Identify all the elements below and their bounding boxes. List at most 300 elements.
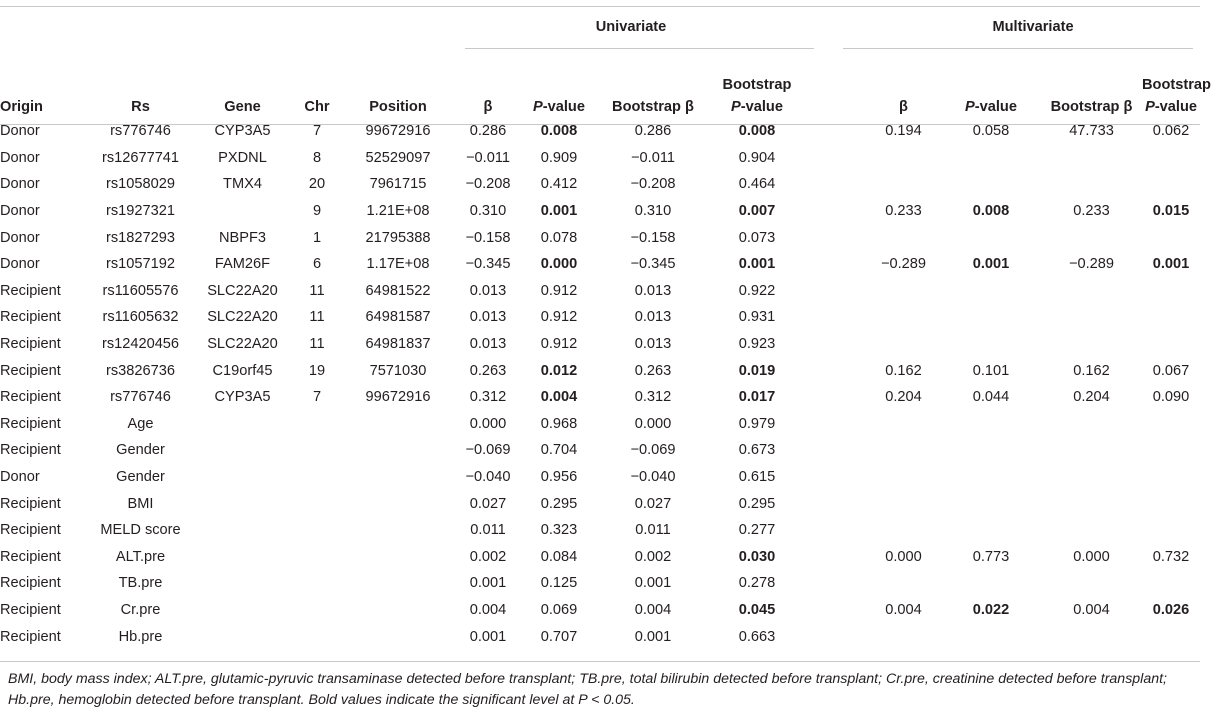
table-row [0, 331, 1200, 358]
cell-multivariate-beta: −0.289 [880, 256, 927, 273]
cell-position [340, 623, 456, 650]
cell-univariate-beta: 0.263 [469, 362, 507, 379]
spacer-cell [806, 304, 866, 331]
table-row [0, 384, 1200, 411]
cell-univariate-p: 0.323 [540, 522, 578, 539]
cell-multivariate-beta [866, 623, 941, 650]
cell-position: 1.21E+08 [366, 203, 430, 220]
cell-univariate-beta: −0.040 [465, 469, 511, 486]
cell-univariate-p: 0.004 [540, 389, 578, 406]
cell-rs: Age [127, 415, 154, 432]
col-rs: Rs [131, 99, 150, 115]
cell-univariate-beta: 0.013 [469, 309, 507, 326]
table-footnote: BMI, body mass index; ALT.pre, glutamic-pyruvic transaminase detected before transplant; TB.pre, total bilirubin detected before transplant; Cr.pre, creatinine detected before transplant; Hb.pre, hemoglobin detected before transplant. Bold values indicate the significant level at P < 0.05. [8, 671, 1167, 708]
cell-chr: 8 [312, 149, 322, 166]
cell-univariate-beta: −0.069 [465, 442, 511, 459]
table-row [0, 198, 1200, 225]
column-header-row [0, 48, 1200, 118]
cell-gene [191, 464, 294, 491]
cell-rs: TB.pre [118, 575, 163, 592]
cell-multivariate-bootstrap-beta [1041, 490, 1142, 517]
table-row [0, 544, 1200, 571]
p-suffix: -value [542, 99, 585, 115]
cell-multivariate-p: 0.044 [972, 389, 1010, 406]
results-table [0, 6, 1211, 650]
cell-univariate-bootstrap-beta: −0.208 [630, 176, 676, 193]
cell-position: 7961715 [369, 176, 427, 193]
cell-univariate-p: 0.084 [540, 548, 578, 565]
spacer-cell [806, 118, 866, 145]
cell-position [340, 464, 456, 491]
table-row [0, 251, 1200, 278]
cell-multivariate-bootstrap-p: 0.062 [1152, 123, 1190, 140]
cell-position: 99672916 [365, 389, 431, 406]
cell-multivariate-bootstrap-p [1142, 171, 1200, 198]
cell-multivariate-beta: 0.194 [885, 123, 922, 140]
p-italic: P [533, 99, 543, 115]
cell-gene [191, 570, 294, 597]
cell-position: 52529097 [365, 149, 431, 166]
cell-gene [191, 437, 294, 464]
cell-rs: rs1827293 [106, 229, 175, 246]
cell-univariate-p: 0.000 [540, 256, 578, 273]
cell-rs: rs3826736 [106, 362, 175, 379]
spacer-cell [806, 145, 866, 172]
cell-chr [294, 597, 340, 624]
cell-multivariate-p [941, 145, 1041, 172]
cell-origin: Donor [0, 123, 40, 140]
cell-univariate-p: 0.078 [540, 229, 578, 246]
cell-multivariate-bootstrap-beta [1041, 145, 1142, 172]
cell-univariate-beta: 0.011 [470, 522, 506, 539]
cell-multivariate-bootstrap-beta [1041, 278, 1142, 305]
cell-univariate-beta: 0.013 [469, 336, 507, 353]
cell-origin: Recipient [0, 522, 61, 539]
cell-rs: rs1057192 [106, 256, 175, 273]
cell-multivariate-bootstrap-p: 0.067 [1152, 362, 1190, 379]
cell-multivariate-p [941, 570, 1041, 597]
cell-univariate-bootstrap-beta: 0.001 [634, 575, 672, 592]
cell-multivariate-bootstrap-beta [1041, 517, 1142, 544]
cell-chr: 11 [309, 282, 325, 299]
cell-multivariate-p: 0.058 [972, 123, 1010, 140]
table-row [0, 517, 1200, 544]
table-row [0, 623, 1200, 650]
cell-univariate-p: 0.704 [540, 442, 578, 459]
cell-chr [294, 490, 340, 517]
spacer-cell [806, 517, 866, 544]
cell-univariate-bootstrap-beta: 0.286 [634, 123, 672, 140]
col-position: Position [369, 99, 427, 115]
cell-gene: CYP3A5 [214, 389, 271, 406]
cell-univariate-bootstrap-p: 0.464 [738, 176, 776, 193]
cell-univariate-bootstrap-p: 0.007 [738, 203, 776, 220]
cell-rs: rs11605576 [102, 282, 179, 299]
spacer-cell [806, 570, 866, 597]
cell-univariate-bootstrap-p: 0.663 [738, 628, 776, 645]
cell-multivariate-beta: 0.233 [885, 203, 922, 220]
spacer-cell [806, 357, 866, 384]
cell-multivariate-bootstrap-p [1142, 437, 1200, 464]
cell-multivariate-beta [866, 437, 941, 464]
p-italic: P [1145, 99, 1155, 115]
cell-multivariate-bootstrap-beta [1041, 570, 1142, 597]
cell-rs: Gender [116, 442, 165, 459]
cell-origin: Donor [0, 229, 40, 246]
cell-multivariate-bootstrap-beta: 0.204 [1073, 389, 1110, 406]
cell-rs: ALT.pre [115, 548, 166, 565]
cell-chr [294, 544, 340, 571]
cell-multivariate-beta [866, 570, 941, 597]
cell-chr [294, 437, 340, 464]
cell-multivariate-bootstrap-p [1142, 623, 1200, 650]
cell-univariate-beta: −0.011 [466, 149, 510, 166]
cell-multivariate-p: 0.101 [972, 362, 1010, 379]
p-italic: P [965, 99, 975, 115]
cell-univariate-beta: 0.310 [469, 203, 507, 220]
cell-origin: Recipient [0, 601, 61, 618]
table-row [0, 171, 1200, 198]
cell-multivariate-bootstrap-beta: 0.004 [1073, 601, 1110, 618]
cell-origin: Recipient [0, 442, 61, 459]
cell-rs: rs776746 [110, 123, 171, 140]
table-row [0, 437, 1200, 464]
cell-position [340, 544, 456, 571]
spacer-cell [806, 198, 866, 225]
cell-position: 64981837 [365, 336, 431, 353]
cell-chr: 11 [309, 336, 325, 353]
cell-multivariate-p [941, 517, 1041, 544]
cell-multivariate-beta [866, 331, 941, 358]
spacer-cell [806, 171, 866, 198]
cell-univariate-bootstrap-beta: 0.013 [634, 336, 672, 353]
cell-gene: NBPF3 [218, 229, 267, 246]
cell-univariate-p: 0.125 [540, 575, 578, 592]
cell-univariate-beta: −0.345 [465, 256, 511, 273]
p-italic: P [731, 99, 741, 115]
cell-chr: 1 [312, 229, 322, 246]
bootstrap-word: Bootstrap [722, 77, 792, 93]
cell-rs: Hb.pre [118, 628, 163, 645]
cell-gene [191, 544, 294, 571]
cell-univariate-bootstrap-p: 0.019 [738, 362, 776, 379]
cell-univariate-p: 0.069 [540, 601, 578, 618]
cell-univariate-bootstrap-beta: 0.013 [634, 309, 672, 326]
table-row [0, 570, 1200, 597]
cell-univariate-beta: 0.013 [469, 282, 507, 299]
cell-multivariate-p: 0.022 [972, 601, 1010, 618]
cell-origin: Recipient [0, 575, 61, 592]
cell-multivariate-beta [866, 278, 941, 305]
cell-univariate-p: 0.008 [540, 123, 578, 140]
bottom-rule [0, 661, 1200, 662]
univariate-group-label: Univariate [595, 19, 667, 35]
cell-multivariate-bootstrap-beta [1041, 171, 1142, 198]
spacer-cell [806, 490, 866, 517]
cell-univariate-bootstrap-beta: 0.002 [634, 548, 672, 565]
cell-univariate-p: 0.968 [540, 415, 578, 432]
cell-position: 21795388 [365, 229, 431, 246]
cell-multivariate-beta [866, 145, 941, 172]
cell-multivariate-bootstrap-p: 0.090 [1152, 389, 1190, 406]
cell-gene: CYP3A5 [214, 123, 271, 140]
cell-univariate-bootstrap-p: 0.278 [738, 575, 776, 592]
cell-univariate-bootstrap-beta: 0.263 [634, 362, 672, 379]
cell-multivariate-bootstrap-p: 0.015 [1152, 203, 1190, 220]
cell-gene: SLC22A20 [207, 336, 278, 353]
cell-origin: Recipient [0, 628, 61, 645]
cell-gene: TMX4 [223, 176, 262, 193]
cell-multivariate-bootstrap-beta [1041, 331, 1142, 358]
table-row [0, 145, 1200, 172]
cell-origin: Recipient [0, 495, 61, 512]
spacer-cell [806, 331, 866, 358]
cell-multivariate-bootstrap-p [1142, 490, 1200, 517]
cell-multivariate-bootstrap-p [1142, 331, 1200, 358]
cell-chr: 20 [308, 176, 326, 193]
cell-multivariate-beta: 0.204 [885, 389, 922, 406]
cell-multivariate-p [941, 331, 1041, 358]
cell-univariate-bootstrap-beta: 0.310 [634, 203, 672, 220]
col-chr: Chr [304, 99, 330, 115]
cell-multivariate-beta: 0.004 [885, 601, 922, 618]
cell-univariate-beta: 0.027 [469, 495, 507, 512]
cell-position [340, 597, 456, 624]
cell-position [340, 570, 456, 597]
group-header-row [0, 6, 1200, 48]
cell-rs: rs12677741 [101, 149, 180, 166]
cell-univariate-bootstrap-p: 0.030 [738, 548, 776, 565]
cell-position: 64981522 [365, 282, 431, 299]
col-univariate-bootstrap-p [708, 48, 806, 118]
cell-multivariate-p [941, 278, 1041, 305]
spacer-cell [806, 597, 866, 624]
cell-univariate-beta: −0.158 [465, 229, 511, 246]
cell-multivariate-p [941, 304, 1041, 331]
bootstrap-word: Bootstrap [1142, 77, 1211, 93]
cell-univariate-p: 0.912 [540, 282, 578, 299]
cell-gene: C19orf45 [212, 362, 273, 379]
cell-multivariate-p [941, 623, 1041, 650]
cell-multivariate-beta: 0.000 [885, 548, 922, 565]
cell-univariate-beta: 0.286 [469, 123, 507, 140]
table-row [0, 597, 1200, 624]
cell-chr: 6 [312, 256, 322, 273]
cell-univariate-bootstrap-p: 0.931 [738, 309, 776, 326]
cell-univariate-beta: 0.000 [469, 415, 507, 432]
cell-position [340, 490, 456, 517]
cell-univariate-bootstrap-beta: 0.312 [634, 389, 672, 406]
cell-univariate-bootstrap-beta: 0.004 [634, 601, 672, 618]
spacer-cell [806, 278, 866, 305]
cell-chr [294, 464, 340, 491]
cell-univariate-p: 0.295 [540, 495, 578, 512]
cell-chr [294, 623, 340, 650]
cell-univariate-bootstrap-p: 0.904 [738, 149, 776, 166]
cell-univariate-bootstrap-beta: −0.069 [630, 442, 676, 459]
cell-multivariate-bootstrap-p [1142, 304, 1200, 331]
col-origin: Origin [0, 99, 43, 115]
cell-multivariate-bootstrap-beta: 47.733 [1069, 123, 1114, 140]
cell-univariate-bootstrap-beta: −0.011 [631, 149, 675, 166]
cell-univariate-bootstrap-beta: 0.027 [634, 495, 672, 512]
cell-univariate-p: 0.912 [540, 336, 578, 353]
spacer-cell [806, 224, 866, 251]
cell-univariate-p: 0.956 [540, 469, 578, 486]
cell-chr [294, 411, 340, 438]
cell-origin: Recipient [0, 415, 61, 432]
cell-multivariate-bootstrap-beta [1041, 623, 1142, 650]
cell-rs: rs1927321 [106, 203, 175, 220]
cell-chr [294, 570, 340, 597]
cell-univariate-beta: 0.004 [469, 601, 507, 618]
cell-rs: BMI [127, 495, 154, 512]
col-univariate-p [520, 48, 598, 118]
table-row [0, 224, 1200, 251]
table-row [0, 357, 1200, 384]
spacer-cell [806, 544, 866, 571]
cell-univariate-p: 0.012 [540, 362, 578, 379]
cell-rs: rs776746 [110, 389, 171, 406]
cell-rs: rs1058029 [106, 176, 175, 193]
cell-multivariate-bootstrap-beta: −0.289 [1068, 256, 1115, 273]
cell-univariate-bootstrap-p: 0.673 [738, 442, 776, 459]
cell-univariate-beta: 0.001 [469, 628, 507, 645]
cell-univariate-p: 0.912 [540, 309, 578, 326]
table-row [0, 278, 1200, 305]
cell-origin: Donor [0, 176, 40, 193]
cell-univariate-bootstrap-beta: −0.158 [630, 229, 676, 246]
col-multivariate-p [941, 48, 1041, 118]
cell-position: 1.17E+08 [366, 256, 430, 273]
cell-multivariate-bootstrap-beta [1041, 437, 1142, 464]
cell-univariate-bootstrap-p: 0.017 [738, 389, 776, 406]
cell-univariate-bootstrap-p: 0.922 [738, 282, 776, 299]
cell-origin: Recipient [0, 362, 61, 379]
cell-origin: Donor [0, 256, 40, 273]
cell-multivariate-bootstrap-p [1142, 278, 1200, 305]
cell-multivariate-beta [866, 224, 941, 251]
cell-univariate-bootstrap-p: 0.923 [738, 336, 776, 353]
cell-multivariate-p [941, 411, 1041, 438]
cell-univariate-p: 0.909 [540, 149, 578, 166]
cell-univariate-beta: 0.312 [469, 389, 507, 406]
cell-multivariate-beta [866, 304, 941, 331]
cell-multivariate-beta [866, 490, 941, 517]
cell-multivariate-beta: 0.162 [885, 362, 922, 379]
cell-univariate-beta: 0.002 [469, 548, 507, 565]
spacer-cell [806, 411, 866, 438]
cell-multivariate-bootstrap-p [1142, 145, 1200, 172]
cell-chr: 7 [312, 389, 322, 406]
cell-origin: Recipient [0, 282, 61, 299]
cell-multivariate-bootstrap-p: 0.001 [1152, 256, 1190, 273]
cell-rs: Cr.pre [120, 601, 161, 618]
cell-multivariate-bootstrap-p [1142, 464, 1200, 491]
cell-univariate-bootstrap-beta: −0.345 [630, 256, 676, 273]
cell-multivariate-beta [866, 171, 941, 198]
cell-multivariate-bootstrap-beta: 0.233 [1073, 203, 1110, 220]
spacer-cell [806, 384, 866, 411]
cell-multivariate-p: 0.008 [972, 203, 1010, 220]
cell-rs: rs11605632 [102, 309, 179, 326]
table-row [0, 490, 1200, 517]
cell-position [340, 411, 456, 438]
p-suffix: -value [974, 99, 1017, 115]
col-gene: Gene [224, 99, 261, 115]
cell-gene [191, 623, 294, 650]
cell-multivariate-bootstrap-beta [1041, 411, 1142, 438]
cell-multivariate-p: 0.773 [972, 548, 1010, 565]
cell-multivariate-p [941, 437, 1041, 464]
cell-chr: 9 [312, 203, 322, 220]
cell-chr: 19 [308, 362, 326, 379]
cell-multivariate-p: 0.001 [972, 256, 1010, 273]
cell-multivariate-p [941, 490, 1041, 517]
cell-origin: Recipient [0, 389, 61, 406]
cell-origin: Recipient [0, 548, 61, 565]
cell-univariate-p: 0.412 [540, 176, 578, 193]
table-row [0, 304, 1200, 331]
cell-univariate-bootstrap-beta: −0.040 [630, 469, 676, 486]
cell-multivariate-bootstrap-p [1142, 570, 1200, 597]
cell-multivariate-beta [866, 411, 941, 438]
cell-univariate-beta: −0.208 [465, 176, 511, 193]
cell-univariate-bootstrap-p: 0.615 [738, 469, 776, 486]
cell-rs: Gender [116, 469, 165, 486]
col-univariate-beta: β [483, 99, 493, 115]
cell-univariate-p: 0.707 [540, 628, 578, 645]
cell-rs: rs12420456 [101, 336, 180, 353]
cell-univariate-bootstrap-beta: 0.011 [635, 522, 671, 539]
cell-position [340, 517, 456, 544]
table-row [0, 411, 1200, 438]
cell-gene: SLC22A20 [207, 309, 278, 326]
cell-origin: Donor [0, 203, 40, 220]
cell-multivariate-bootstrap-beta: 0.162 [1073, 362, 1110, 379]
table-body [0, 118, 1200, 650]
cell-multivariate-bootstrap-p [1142, 411, 1200, 438]
cell-gene: FAM26F [214, 256, 271, 273]
cell-multivariate-bootstrap-p: 0.732 [1152, 548, 1190, 565]
cell-gene [191, 517, 294, 544]
cell-multivariate-p [941, 224, 1041, 251]
cell-univariate-bootstrap-p: 0.277 [738, 522, 776, 539]
cell-origin: Donor [0, 149, 40, 166]
cell-gene [191, 490, 294, 517]
cell-position: 64981587 [365, 309, 431, 326]
cell-multivariate-p [941, 464, 1041, 491]
cell-univariate-bootstrap-beta: 0.000 [634, 415, 672, 432]
table-row [0, 464, 1200, 491]
cell-univariate-bootstrap-p: 0.008 [738, 123, 776, 140]
cell-chr: 7 [312, 123, 322, 140]
cell-multivariate-bootstrap-beta [1041, 464, 1142, 491]
cell-univariate-bootstrap-p: 0.979 [738, 415, 776, 432]
cell-univariate-p: 0.001 [540, 203, 578, 220]
cell-gene [191, 198, 294, 225]
cell-multivariate-bootstrap-p [1142, 517, 1200, 544]
cell-multivariate-beta [866, 517, 941, 544]
cell-univariate-bootstrap-p: 0.295 [738, 495, 776, 512]
table-row [0, 118, 1200, 145]
cell-gene: SLC22A20 [207, 282, 278, 299]
cell-position: 99672916 [365, 123, 431, 140]
cell-position: 7571030 [369, 362, 427, 379]
cell-univariate-bootstrap-p: 0.073 [738, 229, 776, 246]
p-suffix: -value [1154, 99, 1197, 115]
cell-univariate-bootstrap-beta: 0.013 [634, 282, 672, 299]
